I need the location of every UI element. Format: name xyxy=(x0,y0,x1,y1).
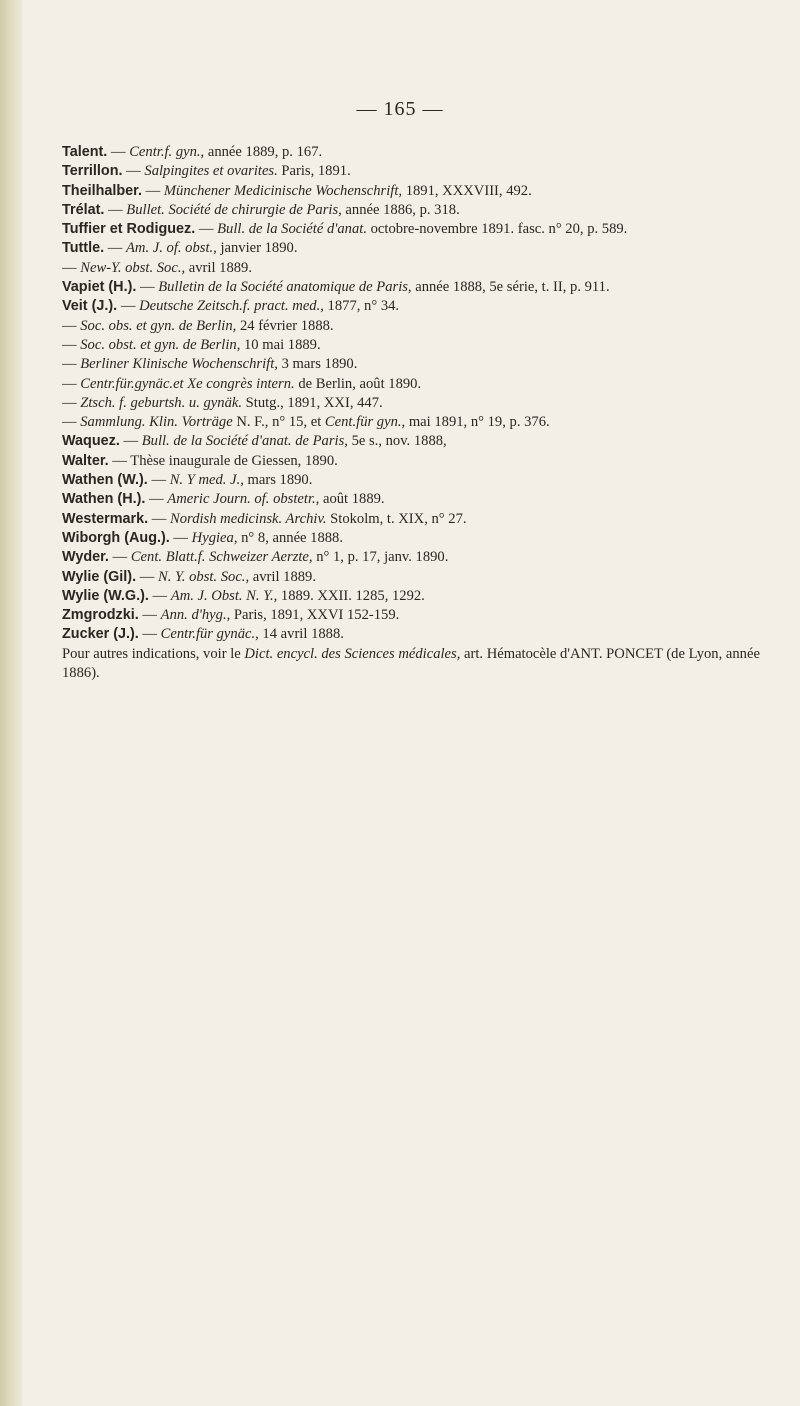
bibliography-entry xyxy=(62,394,774,413)
journal-title: Münchener Medicinische Wochenschrift, xyxy=(163,182,403,199)
journal-title: Bullet. Société de chirurgie de Paris, xyxy=(126,201,342,218)
bibliography-entry xyxy=(62,452,774,471)
entry-dash: — xyxy=(107,144,130,160)
journal-title: Am. J. of. obst., xyxy=(126,240,217,257)
entry-dash: — xyxy=(141,182,164,199)
author-name: Veit (J.). xyxy=(62,298,118,315)
bibliography-entry xyxy=(62,259,774,278)
entry-dash: — xyxy=(62,414,81,431)
citation-details: 5e s., nov. 1888, xyxy=(347,433,447,450)
citation-details: Thèse inaugurale de Giessen, 1890. xyxy=(130,452,338,469)
citation-details: année 1886, p. 318. xyxy=(341,201,460,218)
author-name: Wylie (Gil). xyxy=(62,568,137,585)
journal-title: New-Y. obst. Soc., xyxy=(80,259,186,276)
author-name: Wathen (H.). xyxy=(62,491,146,508)
bibliography-entry xyxy=(62,529,774,548)
bibliography-entry xyxy=(62,568,774,587)
entry-dash: — xyxy=(145,491,168,508)
citation-details: janvier 1890. xyxy=(216,240,298,257)
entry-dash: — xyxy=(62,336,81,353)
entry-dash: — xyxy=(148,510,171,527)
entry-dash: — xyxy=(62,394,81,411)
citation-details: , année 1889, p. 167. xyxy=(200,144,323,160)
bibliography-entry xyxy=(62,375,774,394)
journal-title: Sammlung. Klin. Vorträge xyxy=(80,414,233,431)
author-name: Wylie (W.G.). xyxy=(62,587,149,604)
bibliography-entry xyxy=(62,162,774,181)
citation-details: avril 1889. xyxy=(185,259,253,276)
entry-dash: — xyxy=(195,221,218,238)
entry-dash: — xyxy=(104,201,127,218)
bibliography-entry xyxy=(62,336,774,355)
journal-title: Ztsch. f. geburtsh. u. gynäk. xyxy=(80,394,242,411)
entry-dash: — xyxy=(136,568,158,585)
citation-details: 10 mai 1889. xyxy=(240,336,321,353)
citation-details: 1891, XXXVIII, 492. xyxy=(402,182,532,199)
author-name: Zucker (J.). xyxy=(62,626,139,643)
bibliography-entry xyxy=(62,413,774,432)
bibliography-entry xyxy=(62,625,774,644)
journal-title: Soc. obst. et gyn. de Berlin, xyxy=(80,336,241,353)
author-name: Westermark. xyxy=(62,510,149,527)
entry-dash: — xyxy=(138,626,161,643)
footnote-prefix: Pour autres indications, voir le xyxy=(62,645,245,662)
citation-details: n° 8, année 1888. xyxy=(237,529,344,546)
citation-details: N. F., n° 15, et xyxy=(232,414,325,431)
citation-details: mars 1890. xyxy=(243,472,313,489)
entry-dash: — xyxy=(122,163,145,180)
journal-title: Centr.f. gyn. xyxy=(129,144,201,160)
author-name: Vapiet (H.). xyxy=(62,279,137,296)
entry-dash: — xyxy=(117,298,140,315)
entry-dash: — xyxy=(148,587,171,604)
bibliography-entry xyxy=(62,143,774,162)
journal-title: Am. J. Obst. N. Y., xyxy=(170,587,278,604)
bibliography-list xyxy=(62,143,774,683)
citation-details: 3 mars 1890. xyxy=(277,356,358,373)
author-name: Wathen (W.). xyxy=(62,472,148,489)
citation-details: n° 1, p. 17, janv. 1890. xyxy=(312,549,449,566)
bibliography-entry xyxy=(62,278,774,297)
author-name: Trélat. xyxy=(62,201,105,218)
journal-title: Ann. d'hyg., xyxy=(160,607,231,624)
entry-dash: — xyxy=(108,549,131,566)
author-name: Waquez. xyxy=(62,433,120,450)
bibliography-entry xyxy=(62,239,774,258)
bibliography-entry xyxy=(62,548,774,567)
bibliography-entry xyxy=(62,220,774,239)
journal-title: Bulletin de la Société anatomique de Paris, xyxy=(158,279,412,296)
journal-title: Bull. de la Société d'anat. de Paris, xyxy=(141,433,348,450)
citation-details: 1877, n° 34. xyxy=(323,298,400,315)
entry-dash: — xyxy=(62,259,81,276)
journal-title: Nordish medicinsk. Archiv. xyxy=(170,510,327,527)
journal-title: Cent. Blatt.f. Schweizer Aerzte, xyxy=(130,549,313,566)
bibliography-entry xyxy=(62,201,774,220)
page-number: — 165 — xyxy=(356,98,444,120)
entry-dash: — xyxy=(108,452,131,469)
author-name: Zmgrodzki. xyxy=(62,607,139,624)
author-name: Theilhalber. xyxy=(62,182,142,199)
entry-dash: — xyxy=(104,240,126,257)
citation-details: août 1889. xyxy=(319,491,385,508)
entry-dash: — xyxy=(138,607,161,624)
entry-dash: — xyxy=(62,317,81,334)
journal-title: Deutsche Zeitsch.f. pract. med., xyxy=(139,298,324,315)
citation-details: 1889. XXII. 1285, 1292. xyxy=(277,587,425,604)
footnote-reference: Dict. encycl. des Sciences médicales, xyxy=(244,645,461,662)
bibliography-entry xyxy=(62,317,774,336)
bibliography-entry xyxy=(62,355,774,374)
citation-details: Stokolm, t. XIX, n° 27. xyxy=(326,510,467,527)
author-name: Talent. xyxy=(62,144,108,160)
bibliography-entry xyxy=(62,490,774,509)
bibliography-entry xyxy=(62,297,774,316)
citation-details: Stutg., 1891, XXI, 447. xyxy=(242,394,383,411)
bibliography-entry xyxy=(62,182,774,201)
page-edge-shadow xyxy=(0,0,22,1406)
bibliography-entry xyxy=(62,587,774,606)
author-name: Tuttle. xyxy=(62,240,105,257)
entry-dash: — xyxy=(62,375,81,392)
author-name: Wiborgh (Aug.). xyxy=(62,529,170,546)
journal-title: Bull. de la Société d'anat. xyxy=(217,221,367,238)
journal-title-secondary: Cent.für gyn., xyxy=(324,414,406,431)
bibliography-entry xyxy=(62,432,774,451)
journal-title: Hygiea, xyxy=(191,529,238,546)
footnote-suffix: art. Hématocèle d'ANT. PONCET (de Lyon, année 1886). xyxy=(62,645,760,682)
journal-title: Centr.für.gynäc.et Xe congrès intern. xyxy=(80,375,295,392)
entry-dash: — xyxy=(169,529,192,546)
bibliography-entry xyxy=(62,510,774,529)
entry-dash: — xyxy=(62,356,81,373)
journal-title: Salpingites et ovarites. xyxy=(144,163,278,180)
journal-title: N. Y. obst. Soc., xyxy=(158,568,250,585)
citation-details: année 1888, 5e série, t. II, p. 911. xyxy=(411,279,610,296)
citation-details-secondary: mai 1891, n° 19, p. 376. xyxy=(405,414,550,431)
citation-details: Paris, 1891. xyxy=(277,163,351,180)
journal-title: N. Y med. J., xyxy=(169,472,244,489)
citation-details: 24 février 1888. xyxy=(236,317,334,334)
journal-title: Centr.für gynäc., xyxy=(160,626,259,643)
journal-title: Soc. obs. et gyn. de Berlin, xyxy=(80,317,237,334)
author-name: Wyder. xyxy=(62,549,109,566)
author-name: Walter. xyxy=(62,452,109,469)
bibliography-entry xyxy=(62,606,774,625)
entry-dash: — xyxy=(136,279,159,296)
journal-title: Berliner Klinische Wochenschrift, xyxy=(80,356,278,373)
bibliography-entry xyxy=(62,471,774,490)
citation-details: 14 avril 1888. xyxy=(258,626,344,643)
journal-title: Americ Journ. of. obstetr., xyxy=(167,491,320,508)
entry-dash: — xyxy=(147,472,170,489)
footnote-paragraph xyxy=(62,645,774,684)
citation-details: Paris, 1891, XXVI 152-159. xyxy=(230,607,400,624)
author-name: Terrillon. xyxy=(62,163,123,180)
entry-dash: — xyxy=(119,433,142,450)
citation-details: avril 1889. xyxy=(249,568,316,585)
author-name: Tuffier et Rodiguez. xyxy=(62,221,196,238)
citation-details: octobre-novembre 1891. fasc. n° 20, p. 589. xyxy=(366,221,628,238)
citation-details: de Berlin, août 1890. xyxy=(294,375,422,392)
